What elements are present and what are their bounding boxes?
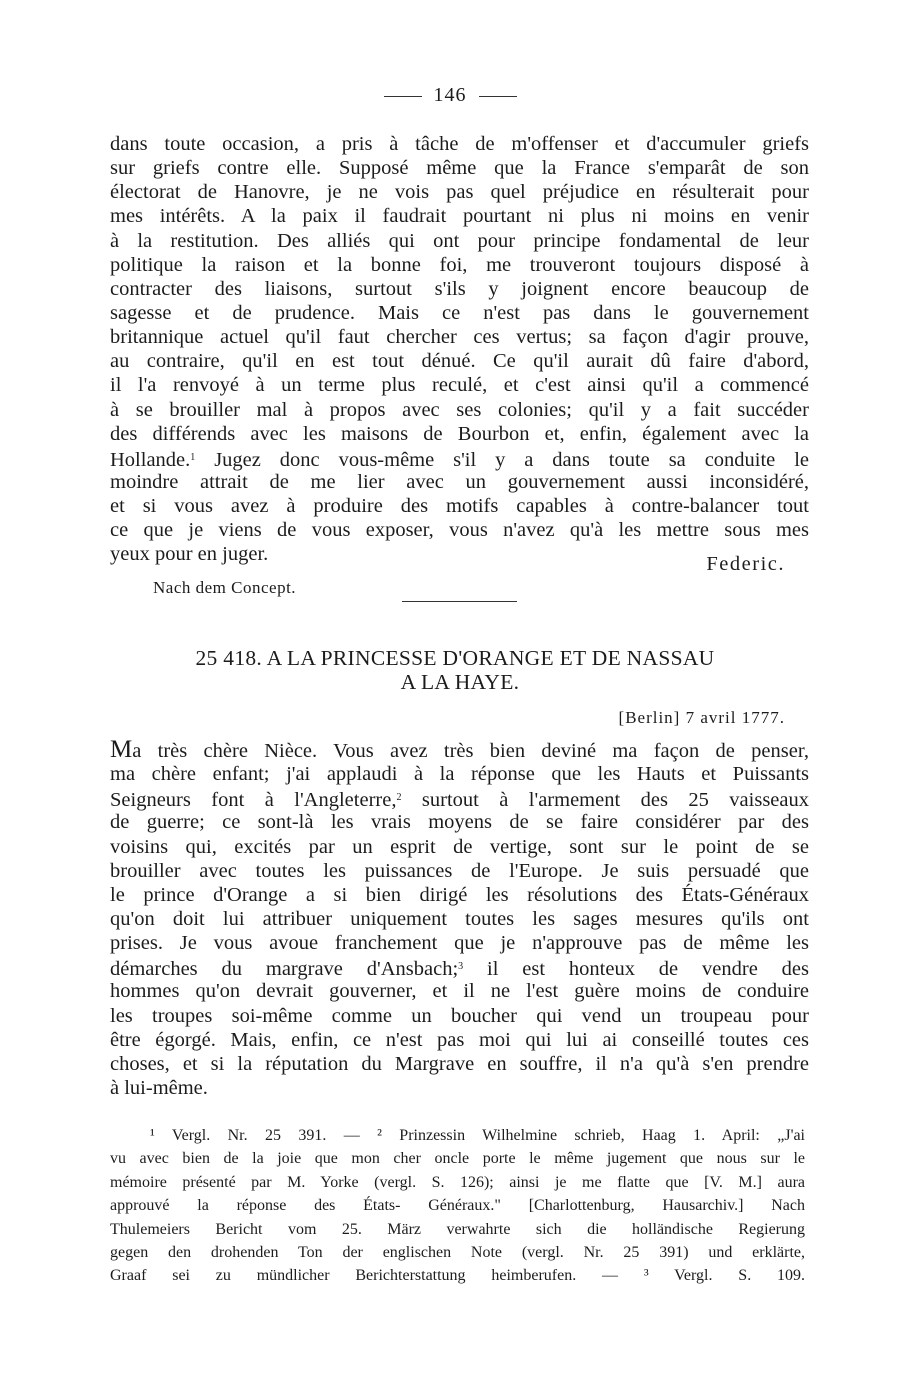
text-fragment: il est honteux de vendre des [463,958,809,981]
text-line: yeux pour en juger. [110,543,269,565]
text-line: les troupes soi-même comme un boucher qui vend un troupeau pour [110,1004,809,1027]
text-line: sagesse et de prudence. Mais ce n'est pas dans le gouvernement [110,301,809,324]
footnote-line: ¹ Vergl. Nr. 25 391. — ² Prinzessin Wilhelmine schrieb, Haag 1. April: „J'ai [150,1127,805,1144]
text-line: au contraire, qu'il en est tout dénué. Ce qu'il aurait dû faire d'abord, [110,350,809,373]
page-number: 146 [433,84,467,106]
heading-line: A LA HAYE. [400,670,520,694]
letter2-body [110,738,809,1100]
signature: Federic. [706,553,785,575]
text-line: brouiller avec toutes les puissances de l'Europe. Je suis persuadé que [110,859,809,882]
footnotes [110,1124,805,1288]
text-line: à se brouiller mal à propos avec ses colonies; qu'il y a fait succéder [110,398,809,421]
text-line: britannique actuel qu'il faut chercher ces vertus; sa façon d'agir prouve, [110,326,809,349]
text-line: ma chère enfant; j'ai applaudi à la réponse que les Hauts et Puissants [110,763,809,786]
letter1-body [110,132,809,542]
text-line: mes intérêts. A la paix il faudrait pourtant ni plus ni moins en venir [110,205,809,228]
text-line: de guerre; ce sont-là les vrais moyens de se faire considérer par des [110,811,809,834]
footnote-line: Thulemeiers Bericht vom 25. März verwahrte sich die holländische Regierung [110,1220,805,1238]
text-fragment: Jugez donc vous-même s'il y a dans toute sa conduite le [195,448,809,471]
text-line: des différends avec les maisons de Bourbon et, enfin, également avec la [110,422,809,445]
text-line: dans toute occasion, a pris à tâche de m'offenser et d'accumuler griefs [110,133,809,155]
text-fragment: surtout à l'armement des 25 vaisseaux [401,789,809,812]
initial-capital: M [110,736,133,763]
text-line: être égorgé. Mais, enfin, ce n'est pas moi qui lui ai conseillé toutes ces [110,1028,809,1051]
footnote-marker: 2 [396,792,402,804]
text-fragment: Seigneurs font à l'Angleterre, [110,789,397,812]
page-number-header [0,84,900,107]
footnote-marker: 3 [458,961,464,973]
text-fragment: démarches du margrave d'Ansbach; [110,958,459,981]
text-line: il l'a renvoyé à un terme plus reculé, et c'est ainsi qu'il a commencé [110,374,809,397]
footnote-marker: 1 [190,451,196,463]
text-line: qu'on doit lui attribuer uniquement toutes les sages mesures qu'ils ont [110,907,809,930]
footnote-line: vu avec bien de la joie que mon cher oncle porte le même jugement que nous sur le [110,1150,805,1168]
text-line: à la restitution. Des alliés qui ont pour principe fondamental de leur [110,229,809,252]
text-line: à lui-même. [110,1076,208,1099]
text-line: le prince d'Orange a si bien dirigé les résolutions des États-Généraux [110,883,809,906]
text-line: et si vous avez à produire des motifs capables à contre-balancer tout [110,495,809,518]
text-line: moindre attrait de me lier avec un gouvernement aussi inconsidéré, [110,470,809,493]
text-line: hommes qu'on devrait gouverner, et il ne l'est guère moins de conduire [110,980,809,1003]
text-line: politique la raison et la bonne foi, me trouveront toujours disposé à [110,253,809,276]
header-rule-left [384,96,422,97]
text-line [110,786,809,810]
source-note: Nach dem Concept. [153,578,297,597]
text-line: électorat de Hanovre, je ne vois pas quel préjudice en résulterait pour [110,181,809,204]
footnote-line: mémoire présenté par M. Yorke (vergl. S. 126); ainsi je me flatte que [V. M.] aura [110,1173,805,1191]
text-fragment: Hollande. [110,448,191,471]
text-line [110,955,809,979]
footnote-line: gegen den drohenden Ton der englischen Note (vergl. Nr. 25 391) und erklärte, [110,1243,805,1261]
text-line [110,446,809,470]
text-line: voisins qui, excités par un esprit de vertige, sont sur le point de se [110,835,809,858]
text-line: Ma très chère Nièce. Vous avez très bien deviné ma façon de penser, [110,736,809,763]
text-line: prises. Je vous avoue franchement que je n'approuve pas de même les [110,932,809,955]
footnote-line: Graaf sei zu mündlicher Berichterstattung heimberufen. — ³ Vergl. S. 109. [110,1267,805,1285]
header-rule-right [479,96,517,97]
section-divider [402,601,517,602]
text-line: sur griefs contre elle. Supposé même que la France s'emparât de son [110,157,809,180]
text-line: contracter des liaisons, surtout s'ils y joignent encore beaucoup de [110,277,809,300]
heading-line: 25 418. A LA PRINCESSE D'ORANGE ET DE NASSAU [195,646,715,670]
dateline: [Berlin] 7 avril 1777. [618,708,785,727]
text-line: ce que je viens de vous exposer, vous n'avez qu'à les mettre sous mes [110,519,809,542]
footnote-line: approuvé la réponse des États- Généraux." [Charlottenburg, Hausarchiv.] Nach [110,1197,805,1215]
letter-heading [0,646,900,694]
text-line: choses, et si la réputation du Margrave en souffre, il n'a qu'à s'en prendre [110,1052,809,1075]
